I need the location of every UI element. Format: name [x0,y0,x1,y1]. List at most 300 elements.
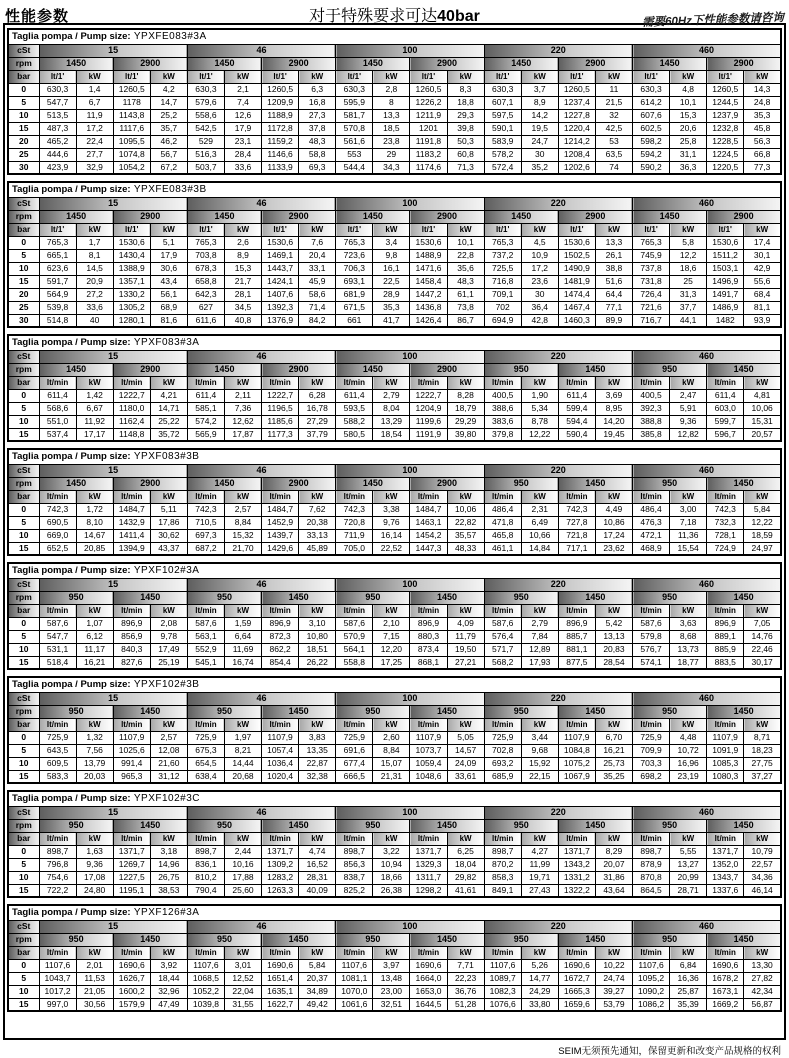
flow-cell: 1227,5 [113,871,150,884]
flow-cell: 1224,5 [707,148,744,161]
flow-cell: 721,6 [633,301,670,314]
power-cell: 3,83 [299,731,336,744]
rpm-row [8,363,781,376]
flow-cell: 725,9 [336,731,373,744]
power-unit-label: kW [447,70,484,83]
flow-cell: 518,4 [39,656,76,669]
power-cell: 22,4 [76,135,113,148]
flow-cell: 858,3 [484,871,521,884]
flow-cell: 681,9 [336,288,373,301]
power-cell: 8,9 [224,249,261,262]
power-cell: 17,49 [150,643,187,656]
power-cell: 17,88 [224,871,261,884]
power-unit-label: kW [76,223,113,236]
flow-cell: 856,9 [113,630,150,643]
power-unit-label: kW [521,604,558,617]
pump-size-label: Taglia pompa / Pump size: [12,337,131,349]
power-cell: 7,6 [299,236,336,249]
power-cell: 25 [670,275,707,288]
flow-cell: 1488,9 [410,249,447,262]
flow-cell: 630,3 [39,83,76,96]
rpm-value: 1450 [558,933,632,946]
data-row [8,542,781,555]
flow-cell: 545,1 [187,656,224,669]
flow-cell: 1659,6 [558,998,595,1011]
cst-value: 220 [484,464,632,477]
power-cell: 15,92 [521,757,558,770]
flow-cell: 465,2 [39,135,76,148]
power-cell: 15,54 [670,542,707,555]
flow-cell: 1222,7 [113,389,150,402]
flow-unit-label: lt/min [558,376,595,389]
flow-unit-label: lt/1' [484,70,521,83]
power-cell: 19,71 [521,871,558,884]
flow-cell: 1426,4 [410,314,447,327]
flow-cell: 1067,9 [558,770,595,783]
flow-unit-label: lt/min [484,832,521,845]
power-cell: 46,14 [744,884,781,897]
power-cell: 36,3 [670,161,707,174]
flow-unit-label: lt/min [39,490,76,503]
flow-unit-label: lt/min [410,832,447,845]
flow-cell: 836,1 [187,858,224,871]
power-cell: 1,4 [76,83,113,96]
flow-unit-label: lt/1' [633,223,670,236]
unit-row [8,223,781,236]
power-cell: 12,22 [744,516,781,529]
flow-unit-label: lt/min [113,946,150,959]
flow-unit-label: lt/min [336,604,373,617]
power-cell: 30,1 [744,249,781,262]
cst-value: 460 [633,197,782,210]
power-cell: 8,9 [521,96,558,109]
power-unit-label: kW [150,832,187,845]
power-cell: 23,62 [595,542,632,555]
power-cell: 32 [595,109,632,122]
flow-unit-label: lt/min [187,490,224,503]
flow-cell: 1460,3 [558,314,595,327]
power-cell: 30,62 [150,529,187,542]
rpm-label: rpm [8,210,39,223]
page-header [3,0,786,29]
power-cell: 32,9 [76,161,113,174]
flow-unit-label: lt/min [558,718,595,731]
rpm-label: rpm [8,477,39,490]
flow-cell: 896,9 [113,617,150,630]
flow-cell: 552,9 [187,643,224,656]
cst-value: 46 [187,920,335,933]
power-cell: 3,22 [373,845,410,858]
data-row [8,262,781,275]
power-cell: 32,51 [373,998,410,1011]
cst-row [8,464,781,477]
power-cell: 35,57 [447,529,484,542]
cst-value: 220 [484,197,632,210]
flow-cell: 587,6 [633,617,670,630]
power-cell: 5,34 [521,402,558,415]
power-cell: 12,6 [224,109,261,122]
flow-cell: 1322,2 [558,884,595,897]
power-cell: 5,26 [521,959,558,972]
flow-cell: 765,3 [39,236,76,249]
flow-cell: 725,9 [39,731,76,744]
power-cell: 4,74 [299,845,336,858]
flow-cell: 1068,5 [187,972,224,985]
power-unit-label: kW [521,70,558,83]
data-row [8,148,781,161]
cst-value: 220 [484,350,632,363]
power-cell: 14,96 [150,858,187,871]
data-row [8,959,781,972]
rpm-value: 950 [336,705,410,718]
bar-value: 5 [8,249,39,262]
power-cell: 16,78 [299,402,336,415]
flow-unit-label: lt/min [484,946,521,959]
pump-model: YPXF102#3B [130,679,200,691]
data-row [8,288,781,301]
rpm-value: 1450 [484,210,558,223]
power-unit-label: kW [744,832,781,845]
power-cell: 14,76 [744,630,781,643]
power-cell: 8,68 [670,630,707,643]
flow-cell: 898,7 [336,845,373,858]
power-unit-label: kW [299,832,336,845]
rpm-value: 2900 [113,477,187,490]
bar-value: 0 [8,389,39,402]
power-cell: 4,48 [670,731,707,744]
flow-cell: 579,6 [187,96,224,109]
power-cell: 28,9 [373,288,410,301]
power-cell: 1,7 [76,236,113,249]
flow-cell: 716,8 [484,275,521,288]
power-cell: 93,9 [744,314,781,327]
flow-cell: 1626,7 [113,972,150,985]
flow-cell: 1226,2 [410,96,447,109]
flow-cell: 765,3 [633,236,670,249]
pump-title-row [8,29,781,44]
flow-unit-label: lt/min [633,946,670,959]
flow-cell: 638,4 [187,770,224,783]
power-unit-label: kW [744,946,781,959]
power-cell: 39,27 [595,985,632,998]
cst-label: cSt [8,578,39,591]
flow-cell: 1188,9 [262,109,299,122]
power-cell: 11,99 [521,858,558,871]
bar-value: 5 [8,402,39,415]
flow-unit-label: lt/1' [707,70,744,83]
flow-cell: 516,3 [187,148,224,161]
power-unit-label: kW [150,604,187,617]
pump-title-row [8,449,781,464]
flow-cell: 693,1 [336,275,373,288]
power-cell: 1,72 [76,503,113,516]
power-cell: 11,36 [670,529,707,542]
center-note-text: 对于特殊要求可达 [309,8,438,25]
power-cell: 21,60 [150,757,187,770]
unit-row [8,718,781,731]
rpm-row [8,705,781,718]
rpm-value: 1450 [707,477,781,490]
flow-cell: 1089,7 [484,972,521,985]
flow-cell: 1196,5 [262,402,299,415]
flow-cell: 1143,8 [113,109,150,122]
rpm-value: 950 [484,591,558,604]
rpm-value: 2900 [410,57,484,70]
flow-cell: 585,1 [187,402,224,415]
flow-cell: 862,2 [262,643,299,656]
rpm-value: 1450 [410,705,484,718]
cst-value: 15 [39,578,187,591]
flow-cell: 1331,2 [558,871,595,884]
rpm-value: 1450 [707,819,781,832]
flow-cell: 1651,4 [262,972,299,985]
flow-cell: 630,3 [484,83,521,96]
pump-size-label: Taglia pompa / Pump size: [12,907,131,919]
flow-cell: 630,3 [633,83,670,96]
power-cell: 10,22 [595,959,632,972]
power-cell: 4,2 [150,83,187,96]
flow-cell: 658,8 [187,275,224,288]
power-cell: 4,21 [150,389,187,402]
power-cell: 7,56 [76,744,113,757]
power-cell: 4,5 [521,236,558,249]
cst-value: 46 [187,197,335,210]
power-unit-label: kW [521,376,558,389]
flow-unit-label: lt/min [707,376,744,389]
flow-cell: 1467,4 [558,301,595,314]
flow-cell: 537,4 [39,428,76,441]
flow-cell: 1530,6 [113,236,150,249]
flow-cell: 1107,6 [187,959,224,972]
power-cell: 24,09 [447,757,484,770]
power-cell: 12,20 [373,643,410,656]
rpm-value: 950 [633,591,707,604]
flow-cell: 1048,6 [410,770,447,783]
power-cell: 2,31 [521,503,558,516]
power-cell: 18,44 [150,972,187,985]
cst-value: 46 [187,578,335,591]
power-cell: 27,29 [299,415,336,428]
flow-cell: 1311,7 [410,871,447,884]
flow-cell: 563,1 [187,630,224,643]
flow-unit-label: lt/min [633,604,670,617]
flow-unit-label: lt/min [262,832,299,845]
power-cell: 20,4 [299,249,336,262]
power-cell: 10,06 [744,402,781,415]
bar-value: 15 [8,428,39,441]
power-cell: 60,8 [447,148,484,161]
flow-cell: 578,2 [484,148,521,161]
pump-size-label: Taglia pompa / Pump size: [12,451,131,463]
flow-unit-label: lt/1' [262,223,299,236]
flow-cell: 825,2 [336,884,373,897]
rpm-value: 2900 [558,210,632,223]
power-cell: 6,67 [76,402,113,415]
power-cell: 7,71 [447,959,484,972]
power-cell: 58,8 [299,148,336,161]
power-cell: 5,55 [670,845,707,858]
power-cell: 41,61 [447,884,484,897]
flow-cell: 870,2 [484,858,521,871]
unit-row [8,490,781,503]
power-cell: 22,15 [521,770,558,783]
rpm-value: 2900 [558,57,632,70]
power-cell: 26,1 [595,249,632,262]
power-cell: 68,4 [744,288,781,301]
flow-cell: 997,0 [39,998,76,1011]
flow-cell: 1357,1 [113,275,150,288]
pump-title-row [8,905,781,920]
power-cell: 8,04 [373,402,410,415]
bar-value: 0 [8,845,39,858]
flow-cell: 691,6 [336,744,373,757]
flow-unit-label: lt/min [484,718,521,731]
flow-cell: 1172,8 [262,122,299,135]
power-unit-label: kW [373,376,410,389]
power-unit-label: kW [150,223,187,236]
flow-cell: 1201 [410,122,447,135]
power-cell: 10,1 [447,236,484,249]
power-unit-label: kW [595,832,632,845]
flow-cell: 1579,9 [113,998,150,1011]
power-cell: 71,3 [447,161,484,174]
rpm-value: 1450 [187,477,261,490]
power-cell: 28,4 [224,148,261,161]
power-cell: 53 [595,135,632,148]
power-cell: 33,61 [447,770,484,783]
flow-cell: 1222,7 [262,389,299,402]
flow-unit-label: lt/min [336,718,373,731]
flow-cell: 849,1 [484,884,521,897]
power-cell: 22,57 [744,858,781,871]
power-cell: 17,9 [224,122,261,135]
flow-cell: 1178 [113,96,150,109]
pump-model: YPXFE083#3B [130,184,207,196]
flow-cell: 583,9 [484,135,521,148]
bar-value: 0 [8,731,39,744]
flow-cell: 1107,6 [484,959,521,972]
flow-cell: 1222,7 [410,389,447,402]
flow-cell: 542,5 [187,122,224,135]
bar-value: 0 [8,959,39,972]
flow-unit-label: lt/min [39,376,76,389]
rpm-value: 1450 [262,819,336,832]
flow-cell: 1208,4 [558,148,595,161]
power-cell: 6,49 [521,516,558,529]
rpm-label: rpm [8,819,39,832]
flow-cell: 1371,7 [113,845,150,858]
flow-unit-label: lt/min [39,718,76,731]
power-unit-label: kW [744,376,781,389]
pump-model: YPXF126#3A [130,907,200,919]
flow-cell: 611,4 [39,389,76,402]
flow-cell: 574,2 [187,415,224,428]
power-cell: 81,1 [744,301,781,314]
power-cell: 3,38 [373,503,410,516]
power-cell: 19,5 [521,122,558,135]
flow-unit-label: lt/min [336,490,373,503]
flow-cell: 1690,6 [262,959,299,972]
power-cell: 11,9 [76,109,113,122]
pump-size-label: Taglia pompa / Pump size: [12,679,131,691]
rpm-value: 1450 [558,705,632,718]
unit-row [8,376,781,389]
power-cell: 51,28 [447,998,484,1011]
power-cell: 69,3 [299,161,336,174]
power-cell: 8 [373,96,410,109]
power-cell: 7,15 [373,630,410,643]
flow-cell: 705,0 [336,542,373,555]
power-unit-label: kW [150,718,187,731]
flow-cell: 607,1 [484,96,521,109]
pump-table [7,562,782,670]
flow-cell: 1447,3 [410,542,447,555]
flow-unit-label: lt/min [262,604,299,617]
power-cell: 66,8 [744,148,781,161]
power-cell: 3,7 [521,83,558,96]
flow-cell: 838,7 [336,871,373,884]
flow-cell: 1432,9 [113,516,150,529]
bar-value: 15 [8,656,39,669]
rpm-value: 1450 [558,819,632,832]
flow-cell: 587,6 [336,617,373,630]
cst-value: 100 [336,692,484,705]
power-cell: 23,19 [670,770,707,783]
power-cell: 17,86 [150,516,187,529]
flow-cell: 1481,9 [558,275,595,288]
bar-value: 10 [8,757,39,770]
power-cell: 13,13 [595,630,632,643]
power-unit-label: kW [670,70,707,83]
rpm-value: 1450 [113,819,187,832]
pump-model: YPXF102#3A [130,565,200,577]
power-cell: 1,42 [76,389,113,402]
flow-cell: 486,4 [484,503,521,516]
flow-cell: 630,3 [336,83,373,96]
flow-cell: 1036,4 [262,757,299,770]
data-row [8,731,781,744]
flow-cell: 529 [187,135,224,148]
flow-unit-label: lt/1' [187,223,224,236]
pump-table [7,448,782,556]
power-cell: 31,12 [150,770,187,783]
flow-cell: 1530,6 [707,236,744,249]
flow-unit-label: lt/min [707,490,744,503]
flow-cell: 765,3 [484,236,521,249]
rpm-value: 1450 [187,363,261,376]
flow-cell: 885,7 [558,630,595,643]
flow-cell: 669,0 [39,529,76,542]
flow-cell: 665,1 [39,249,76,262]
rpm-value: 950 [633,705,707,718]
flow-cell: 706,3 [336,262,373,275]
power-cell: 35,25 [595,770,632,783]
power-cell: 56,7 [150,148,187,161]
pump-title-row [8,182,781,197]
flow-cell: 896,9 [410,617,447,630]
rpm-value: 2900 [113,57,187,70]
flow-cell: 558,8 [336,656,373,669]
flow-cell: 590,1 [484,122,521,135]
flow-cell: 1371,7 [262,845,299,858]
power-cell: 77,3 [744,161,781,174]
flow-cell: 1298,2 [410,884,447,897]
flow-cell: 1107,6 [39,959,76,972]
bar-value: 5 [8,96,39,109]
power-cell: 21,7 [224,275,261,288]
power-cell: 30,17 [744,656,781,669]
data-row [8,428,781,441]
